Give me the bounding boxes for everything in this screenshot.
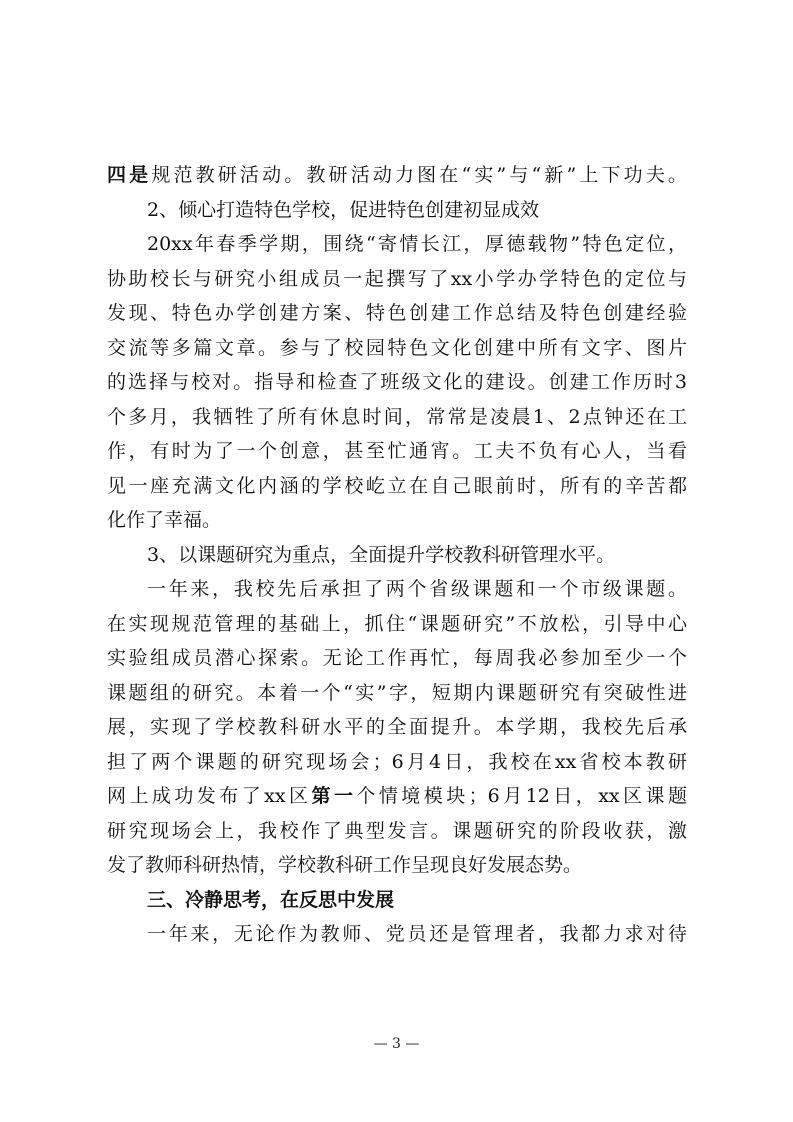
paragraph-line: 见一座充满文化内涵的学校屹立在自己眼前时，所有的辛苦都: [107, 474, 687, 497]
paragraph-line: 担了两个课题的研究现场会；6月4日，我校在xx省校本教研: [107, 750, 687, 773]
paragraph-line: 课题组的研究。本着一个“实”字，短期内课题研究有突破性进: [107, 681, 687, 704]
paragraph-line: 发现、特色办学创建方案、特色创建工作总结及特色创建经验: [107, 302, 687, 324]
paragraph-line: 研究现场会上，我校作了典型发言。课题研究的阶段收获，激: [107, 819, 687, 842]
line-text: 网上成功发布了xx区: [107, 785, 312, 807]
line-text: 个情境模块；6月12日，xx区课题: [356, 785, 687, 807]
paragraph-line: [107, 158, 687, 193]
document-body: [107, 158, 687, 952]
paragraph-line: [107, 779, 687, 814]
paragraph-line: 发了教师科研热情，学校教科研工作呈现良好发展态势。: [107, 854, 583, 876]
bold-lead-text: 四是: [107, 164, 152, 186]
paragraph-line: 交流等多篇文章。参与了校园特色文化创建中所有文字、图片: [107, 336, 687, 359]
paragraph-line: 一年来，无论作为教师、党员还是管理者，我都力求对待: [147, 923, 687, 945]
section-subheading: 2、倾心打造特色学校，促进特色创建初显成效: [147, 198, 540, 221]
bold-inline-text: 第一: [311, 785, 357, 807]
paragraph-line: 展，实现了学校教科研水平的全面提升。本学期，我校先后承: [107, 716, 687, 738]
section-heading: 三、冷静思考，在反思中发展: [147, 888, 395, 911]
paragraph-line: 个多月，我牺牲了所有休息时间，常常是凌晨1、2点钟还在工: [107, 405, 687, 428]
paragraph-line: 协助校长与研究小组成员一起撰写了xx小学办学特色的定位与: [107, 267, 687, 290]
paragraph-line: 在实现规范管理的基础上，抓住“课题研究”不放松，引导中心: [107, 612, 687, 635]
section-subheading: 3、以课题研究为重点，全面提升学校教科研管理水平。: [147, 543, 616, 566]
paragraph-line: 化作了幸福。: [107, 509, 222, 531]
line-text: 规范教研活动。教研活动力图在“实”与“新”上下功夫。: [151, 164, 687, 186]
paragraph-line: 的选择与校对。指导和检查了班级文化的建设。创建工作历时3: [107, 371, 687, 393]
paragraph-line: 一年来，我校先后承担了两个省级课题和一个市级课题。: [147, 578, 687, 600]
paragraph-line: 作，有时为了一个创意，甚至忙通宵。工夫不负有心人，当看: [107, 440, 687, 462]
paragraph-line: 实验组成员潜心探索。无论工作再忙，每周我必参加至少一个: [107, 647, 687, 669]
page-number: — 3 —: [373, 1036, 420, 1052]
paragraph-line: 20xx年春季学期，围绕“寄情长江，厚德载物”特色定位，: [147, 233, 687, 255]
